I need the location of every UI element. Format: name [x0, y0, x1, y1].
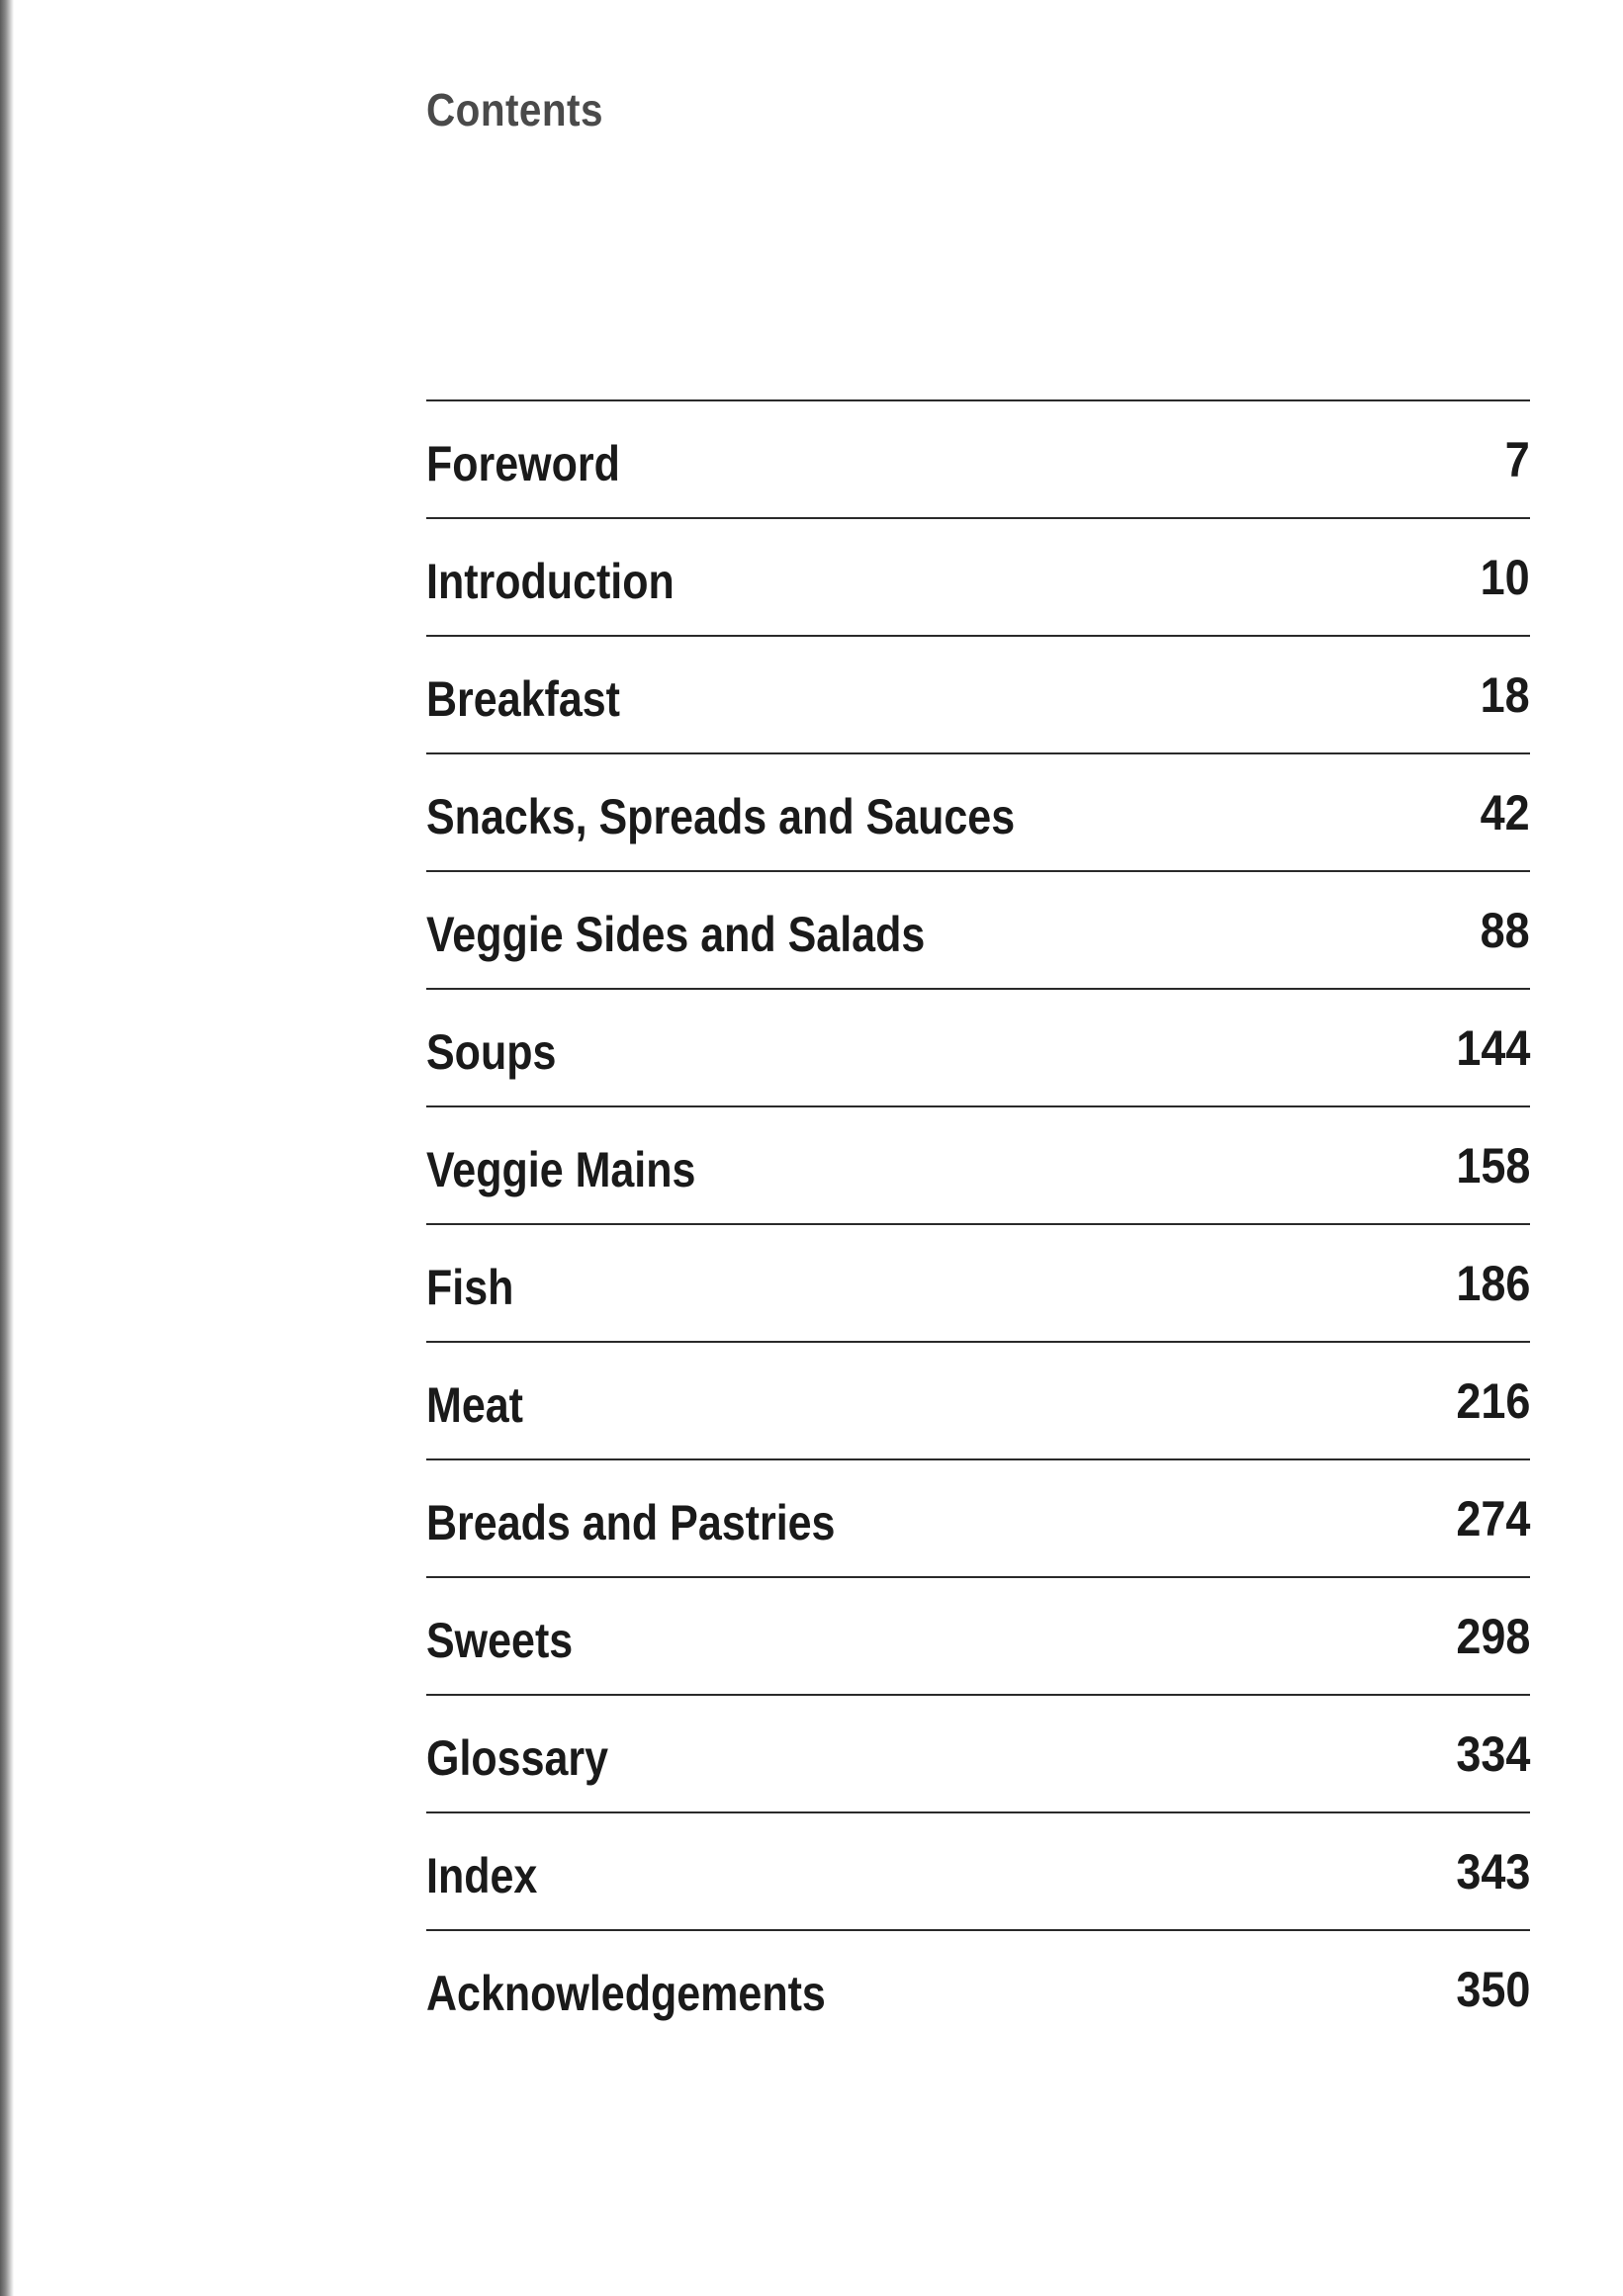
- toc-row[interactable]: [426, 1576, 1530, 1694]
- table-of-contents: [426, 399, 1530, 2047]
- toc-entry-title: Veggie Sides and Salads: [426, 907, 926, 962]
- toc-entry-page: 298: [1455, 1609, 1530, 1664]
- toc-entry-title: Glossary: [426, 1730, 609, 1786]
- toc-entry-page: 158: [1455, 1138, 1530, 1193]
- toc-entry-title: Soups: [426, 1024, 557, 1080]
- toc-row[interactable]: [426, 1458, 1530, 1576]
- toc-entry-title: Foreword: [426, 436, 620, 491]
- toc-entry-page: 186: [1455, 1256, 1530, 1311]
- toc-row[interactable]: [426, 1223, 1530, 1341]
- toc-entry-title: Index: [426, 1848, 538, 1903]
- toc-entry-page: 343: [1455, 1844, 1530, 1899]
- toc-entry-title: Fish: [426, 1260, 514, 1315]
- page-title: Contents: [426, 84, 603, 135]
- toc-entry-title: Breakfast: [426, 671, 620, 727]
- toc-entry-page: 7: [1504, 432, 1530, 487]
- toc-entry-title: Meat: [426, 1377, 523, 1433]
- toc-entry-page: 334: [1455, 1726, 1530, 1782]
- toc-row[interactable]: [426, 870, 1530, 988]
- toc-entry-title: Snacks, Spreads and Sauces: [426, 789, 1016, 844]
- toc-row[interactable]: [426, 1341, 1530, 1458]
- toc-row[interactable]: [426, 635, 1530, 752]
- toc-entry-page: 216: [1455, 1373, 1530, 1429]
- page-edge-shadow: [0, 0, 14, 2296]
- toc-entry-title: Introduction: [426, 554, 675, 609]
- toc-entry-page: 274: [1455, 1491, 1530, 1546]
- toc-row[interactable]: [426, 1105, 1530, 1223]
- toc-row[interactable]: [426, 399, 1530, 517]
- toc-entry-page: 350: [1455, 1962, 1530, 2017]
- toc-entry-title: Sweets: [426, 1613, 574, 1668]
- toc-row[interactable]: [426, 1929, 1530, 2047]
- toc-entry-page: 88: [1480, 903, 1530, 958]
- toc-entry-title: Veggie Mains: [426, 1142, 696, 1197]
- toc-entry-page: 144: [1455, 1020, 1530, 1076]
- toc-row[interactable]: [426, 988, 1530, 1105]
- toc-row[interactable]: [426, 752, 1530, 870]
- toc-row[interactable]: [426, 1694, 1530, 1811]
- toc-entry-title: Acknowledgements: [426, 1966, 826, 2021]
- toc-entry-page: 18: [1480, 667, 1530, 723]
- toc-row[interactable]: [426, 517, 1530, 635]
- toc-row[interactable]: [426, 1811, 1530, 1929]
- toc-entry-page: 42: [1480, 785, 1530, 840]
- toc-entry-title: Breads and Pastries: [426, 1495, 836, 1550]
- toc-entry-page: 10: [1480, 550, 1530, 605]
